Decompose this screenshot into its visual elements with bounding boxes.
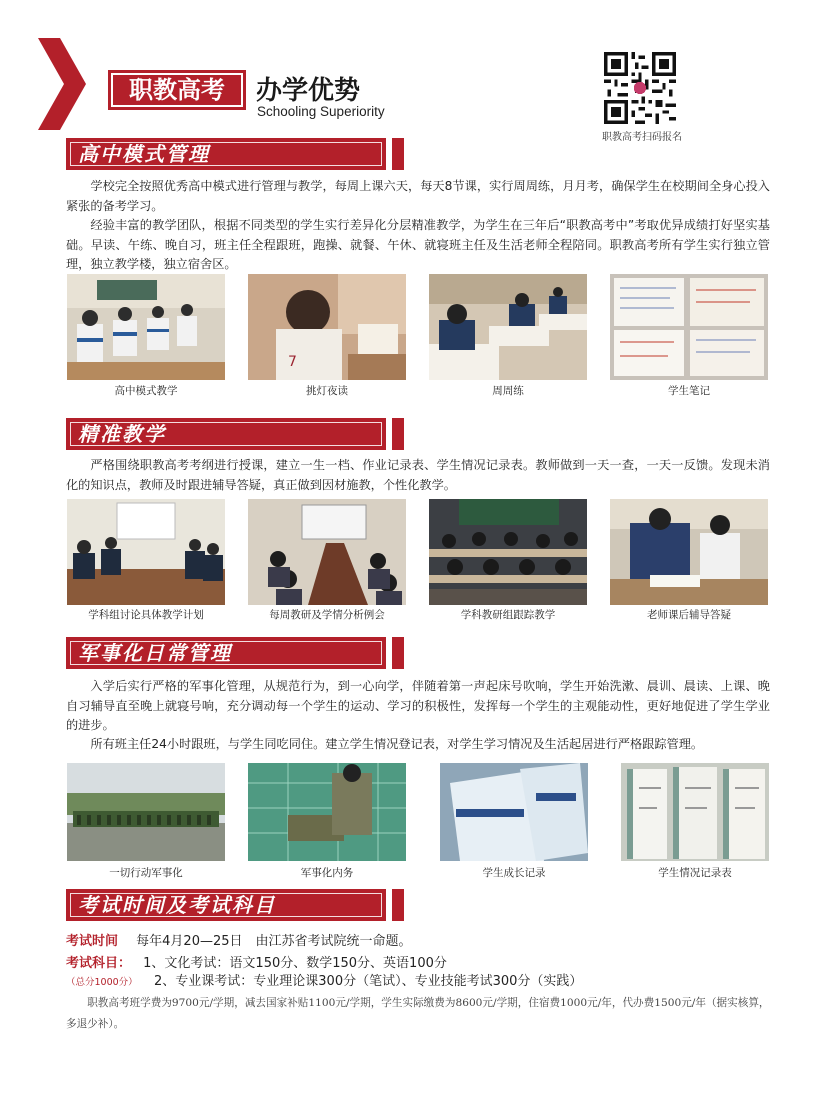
photo-night-study: [248, 274, 406, 380]
title-badge: [108, 70, 246, 110]
section3-paragraph-2: 所有班主任24小时跟班，与学生同吃同住。建立学生情况登记表，对学生学习情况及生活起居进行严格跟踪管理。: [90, 737, 704, 751]
caption: 老师课后辅导答疑: [647, 609, 731, 621]
caption: 军事化内务: [300, 867, 354, 879]
chevron-logo-icon: [38, 38, 86, 130]
exam-subject-row-1: [66, 952, 447, 971]
photo-student-record-forms: [621, 763, 769, 861]
caption: 每周教研及学情分析例会: [269, 609, 385, 621]
caption: 挑灯夜读: [306, 385, 348, 397]
fee-note: 职教高考班学费为9700元/学期，减去国家补贴1100元/学期，学生实际缴费为8600元/学期，住宿费1000元/年，代办费1500元/年（据实核算，多退少补）。: [66, 997, 770, 1030]
photo-military-housekeeping: [248, 763, 406, 861]
exam-time-row: [66, 930, 412, 949]
exam-subjects-label: 考试科目：: [66, 956, 132, 971]
photo-military-drill: [67, 763, 225, 861]
title-highlight: 职教高考: [129, 75, 225, 104]
caption: 学生笔记: [668, 385, 710, 397]
caption: 一切行动军事化: [109, 867, 183, 879]
page-title: 办学优势: [256, 76, 361, 106]
caption: 学科组讨论具体教学计划: [88, 609, 204, 621]
section-heading-label: 精准教学: [78, 422, 166, 446]
caption: 学生成长记录: [482, 867, 546, 879]
section-heading-military-management: [66, 637, 406, 669]
photo-classroom-teaching: [67, 274, 225, 380]
section-heading-label: 军事化日常管理: [78, 641, 232, 665]
photo-weekly-practice: [429, 274, 587, 380]
section1-paragraph-2: 经验丰富的教学团队，根据不同类型的学生实行差异化分层精准教学，为学生在三年后“职教高考中”考取优异成绩打好坚实基础。早读、午练、晚自习，班主任全程跟班，跑操、就餐、午休、就寝班主任及生活老师全程陪同。职教高考所有学生实行独立管理，独立教学楼，独立宿舍区。: [66, 218, 770, 271]
caption: 高中模式教学: [114, 385, 178, 397]
section-heading-exam-info: [66, 889, 406, 921]
caption: 周周练: [492, 385, 524, 397]
qr-caption: 职教高考扫码报名: [602, 132, 682, 143]
svg-text:7: 7: [288, 354, 297, 370]
exam-subject-professional: 2、专业课考试：专业理论课300分（笔试）、专业技能考试300分（实践）: [154, 974, 583, 989]
photo-tracking-teaching: [429, 499, 587, 605]
photo-growth-record-book: [440, 763, 588, 861]
photo-planning-meeting: [67, 499, 225, 605]
photo-after-class-tutoring: [610, 499, 768, 605]
section-heading-high-school-mode: [66, 138, 406, 170]
section3-paragraph-1: 入学后实行严格的军事化管理，从规范行为，到一心向学，伴随着第一声起床号吹响，学生开始洗漱、晨训、晨读、上课、晚自习辅导直至晚上就寝号响，充分调动每一个学生的运动、学习的积极性，发挥每一个学生的主观能动性，更好地促进了学生学业的进步。: [66, 679, 770, 732]
section-heading-label: 高中模式管理: [78, 142, 210, 166]
caption: 学生情况记录表: [658, 867, 732, 879]
photo-weekly-meeting: [248, 499, 406, 605]
exam-time-label: 考试时间: [66, 934, 119, 949]
page-title-english: Schooling Superiority: [257, 104, 385, 119]
exam-subject-culture: 1、文化考试：语文150分、数学150分、英语100分: [143, 956, 447, 971]
section-heading-label: 考试时间及考试科目: [78, 893, 276, 917]
caption: 学科教研组跟踪教学: [460, 609, 556, 621]
exam-total-score: （总分1000分）: [66, 977, 138, 988]
photo-student-notes: [610, 274, 768, 380]
section-heading-precise-teaching: [66, 418, 406, 450]
section2-paragraph-1: 严格围绕职教高考考纲进行授课，建立一生一档、作业记录表、学生情况记录表。教师做到一天一查，一天一反馈。发现未消化的知识点，教师及时跟进辅导答疑，真正做到因材施教，个性化教学。: [66, 458, 770, 492]
qr-code-icon[interactable]: [604, 52, 676, 124]
section1-paragraph-1: 学校完全按照优秀高中模式进行管理与教学，每周上课六天，每天8节课，实行周周练，月月考，确保学生在校期间全身心投入紧张的备考学习。: [66, 179, 770, 213]
exam-time-value: 每年4月20—25日 由江苏省考试院统一命题。: [136, 934, 412, 949]
